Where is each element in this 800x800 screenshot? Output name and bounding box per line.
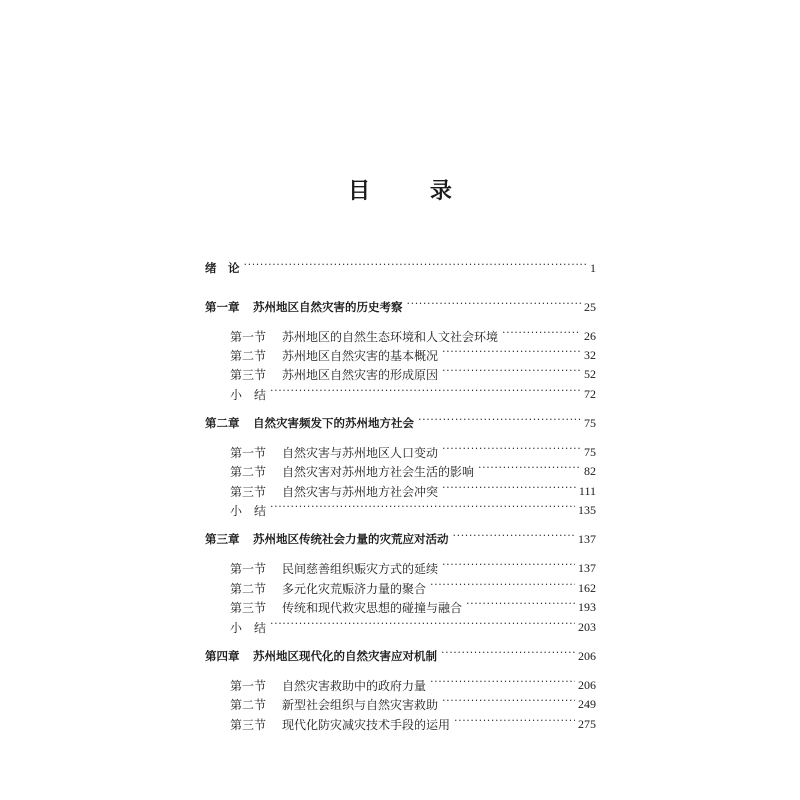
toc-entry-section[interactable] [230,481,596,501]
section-number: 第二节 [230,581,267,596]
section-number: 第二节 [230,348,267,363]
section-number: 第三节 [230,367,267,382]
section-number: 第二节 [230,464,267,479]
section-number: 第三节 [230,600,267,615]
dot-leader [442,368,581,380]
page-number: 75 [584,444,596,459]
section-number: 第二节 [230,697,267,712]
page-number: 206 [578,648,596,663]
section-number: 第三节 [230,717,267,732]
page-number: 135 [578,502,596,517]
chapter-title: 苏州地区传统社会力量的灾荒应对活动 [253,532,449,546]
dot-leader [453,533,576,545]
chapter-number: 第一章 [205,300,240,314]
chapter-number: 第二章 [205,416,240,430]
page-number: 275 [578,716,596,731]
dot-leader [442,562,575,574]
section-number: 第一节 [230,678,267,693]
toc-entry-section[interactable] [230,694,596,714]
page-number: 32 [584,347,596,362]
dot-leader [478,465,581,477]
section-title: 自然灾害与苏州地区人口变动 [282,445,439,460]
dot-leader [430,582,575,594]
dot-leader [407,301,582,313]
section-title: 自然灾害与苏州地方社会冲突 [282,484,439,499]
dot-leader [430,679,575,691]
toc-entry-summary[interactable] [230,500,596,520]
toc-entry-section[interactable] [230,714,596,734]
dot-leader [454,718,575,730]
page-number: 72 [584,386,596,401]
section-title: 自然灾害救助中的政府力量 [282,678,427,693]
page-number: 203 [578,619,596,634]
chapter-title: 苏州地区自然灾害的历史考察 [253,300,403,314]
toc-entry-summary[interactable] [230,384,596,404]
page-number: 137 [578,531,596,546]
toc-entry-section[interactable] [230,675,596,695]
toc-entry-summary[interactable] [230,617,596,637]
page-number: 82 [584,463,596,478]
entry-title: 绪 论 [205,261,240,275]
dot-leader [244,262,588,274]
dot-leader [442,698,575,710]
section-title: 新型社会组织与自然灾害救助 [282,697,439,712]
dot-leader [418,417,581,429]
page-number: 25 [584,299,596,314]
section-number: 第三节 [230,484,267,499]
section-number: 第一节 [230,445,267,460]
dot-leader [442,349,581,361]
page-number: 162 [578,580,596,595]
section-title: 小 结 [230,620,267,635]
chapter-title: 苏州地区现代化的自然灾害应对机制 [253,649,437,663]
toc-entry-section[interactable] [230,578,596,598]
section-title: 传统和现代救灾思想的碰撞与融合 [282,600,463,615]
toc-entry-section[interactable] [230,461,596,481]
toc-entry-chapter-3[interactable] [205,529,596,549]
dot-leader [441,650,575,662]
page-number: 111 [578,483,596,498]
toc-entry-section[interactable] [230,326,596,346]
toc-entry-section[interactable] [230,442,596,462]
page-number: 249 [578,696,596,711]
page-number: 137 [578,560,596,575]
toc-entry-chapter-2[interactable] [205,413,596,433]
section-number: 第一节 [230,561,267,576]
dot-leader [502,330,581,342]
page-number: 193 [578,599,596,614]
toc-entry-intro[interactable] [205,258,596,278]
section-title: 小 结 [230,503,267,518]
dot-leader [442,485,576,497]
page-number: 52 [584,366,596,381]
section-number: 第一节 [230,329,267,344]
dot-leader [270,388,581,400]
page-number: 206 [578,677,596,692]
page-number: 1 [590,260,596,275]
dot-leader [442,446,581,458]
page-number: 26 [584,328,596,343]
page-number: 75 [584,415,596,430]
toc-entry-section[interactable] [230,345,596,365]
dot-leader [270,621,575,633]
chapter-number: 第四章 [205,649,240,663]
section-title: 小 结 [230,387,267,402]
chapter-title: 自然灾害频发下的苏州地方社会 [253,416,414,430]
section-title: 苏州地区自然灾害的形成原因 [282,367,439,382]
toc-entry-section[interactable] [230,597,596,617]
dot-leader [466,601,575,613]
chapter-number: 第三章 [205,532,240,546]
section-title: 多元化灾荒赈济力量的聚合 [282,581,427,596]
section-title: 自然灾害对苏州地方社会生活的影响 [282,464,475,479]
section-title: 苏州地区自然灾害的基本概况 [282,348,439,363]
section-title: 民间慈善组织赈灾方式的延续 [282,561,439,576]
dot-leader [270,504,575,516]
toc-entry-section[interactable] [230,558,596,578]
toc-entry-chapter-1[interactable] [205,297,596,317]
toc-entry-section[interactable] [230,364,596,384]
section-title: 苏州地区的自然生态环境和人文社会环境 [282,329,499,344]
section-title: 现代化防灾减灾技术手段的运用 [282,717,451,732]
page-title: 目 录 [348,178,478,204]
toc-entry-chapter-4[interactable] [205,646,596,666]
